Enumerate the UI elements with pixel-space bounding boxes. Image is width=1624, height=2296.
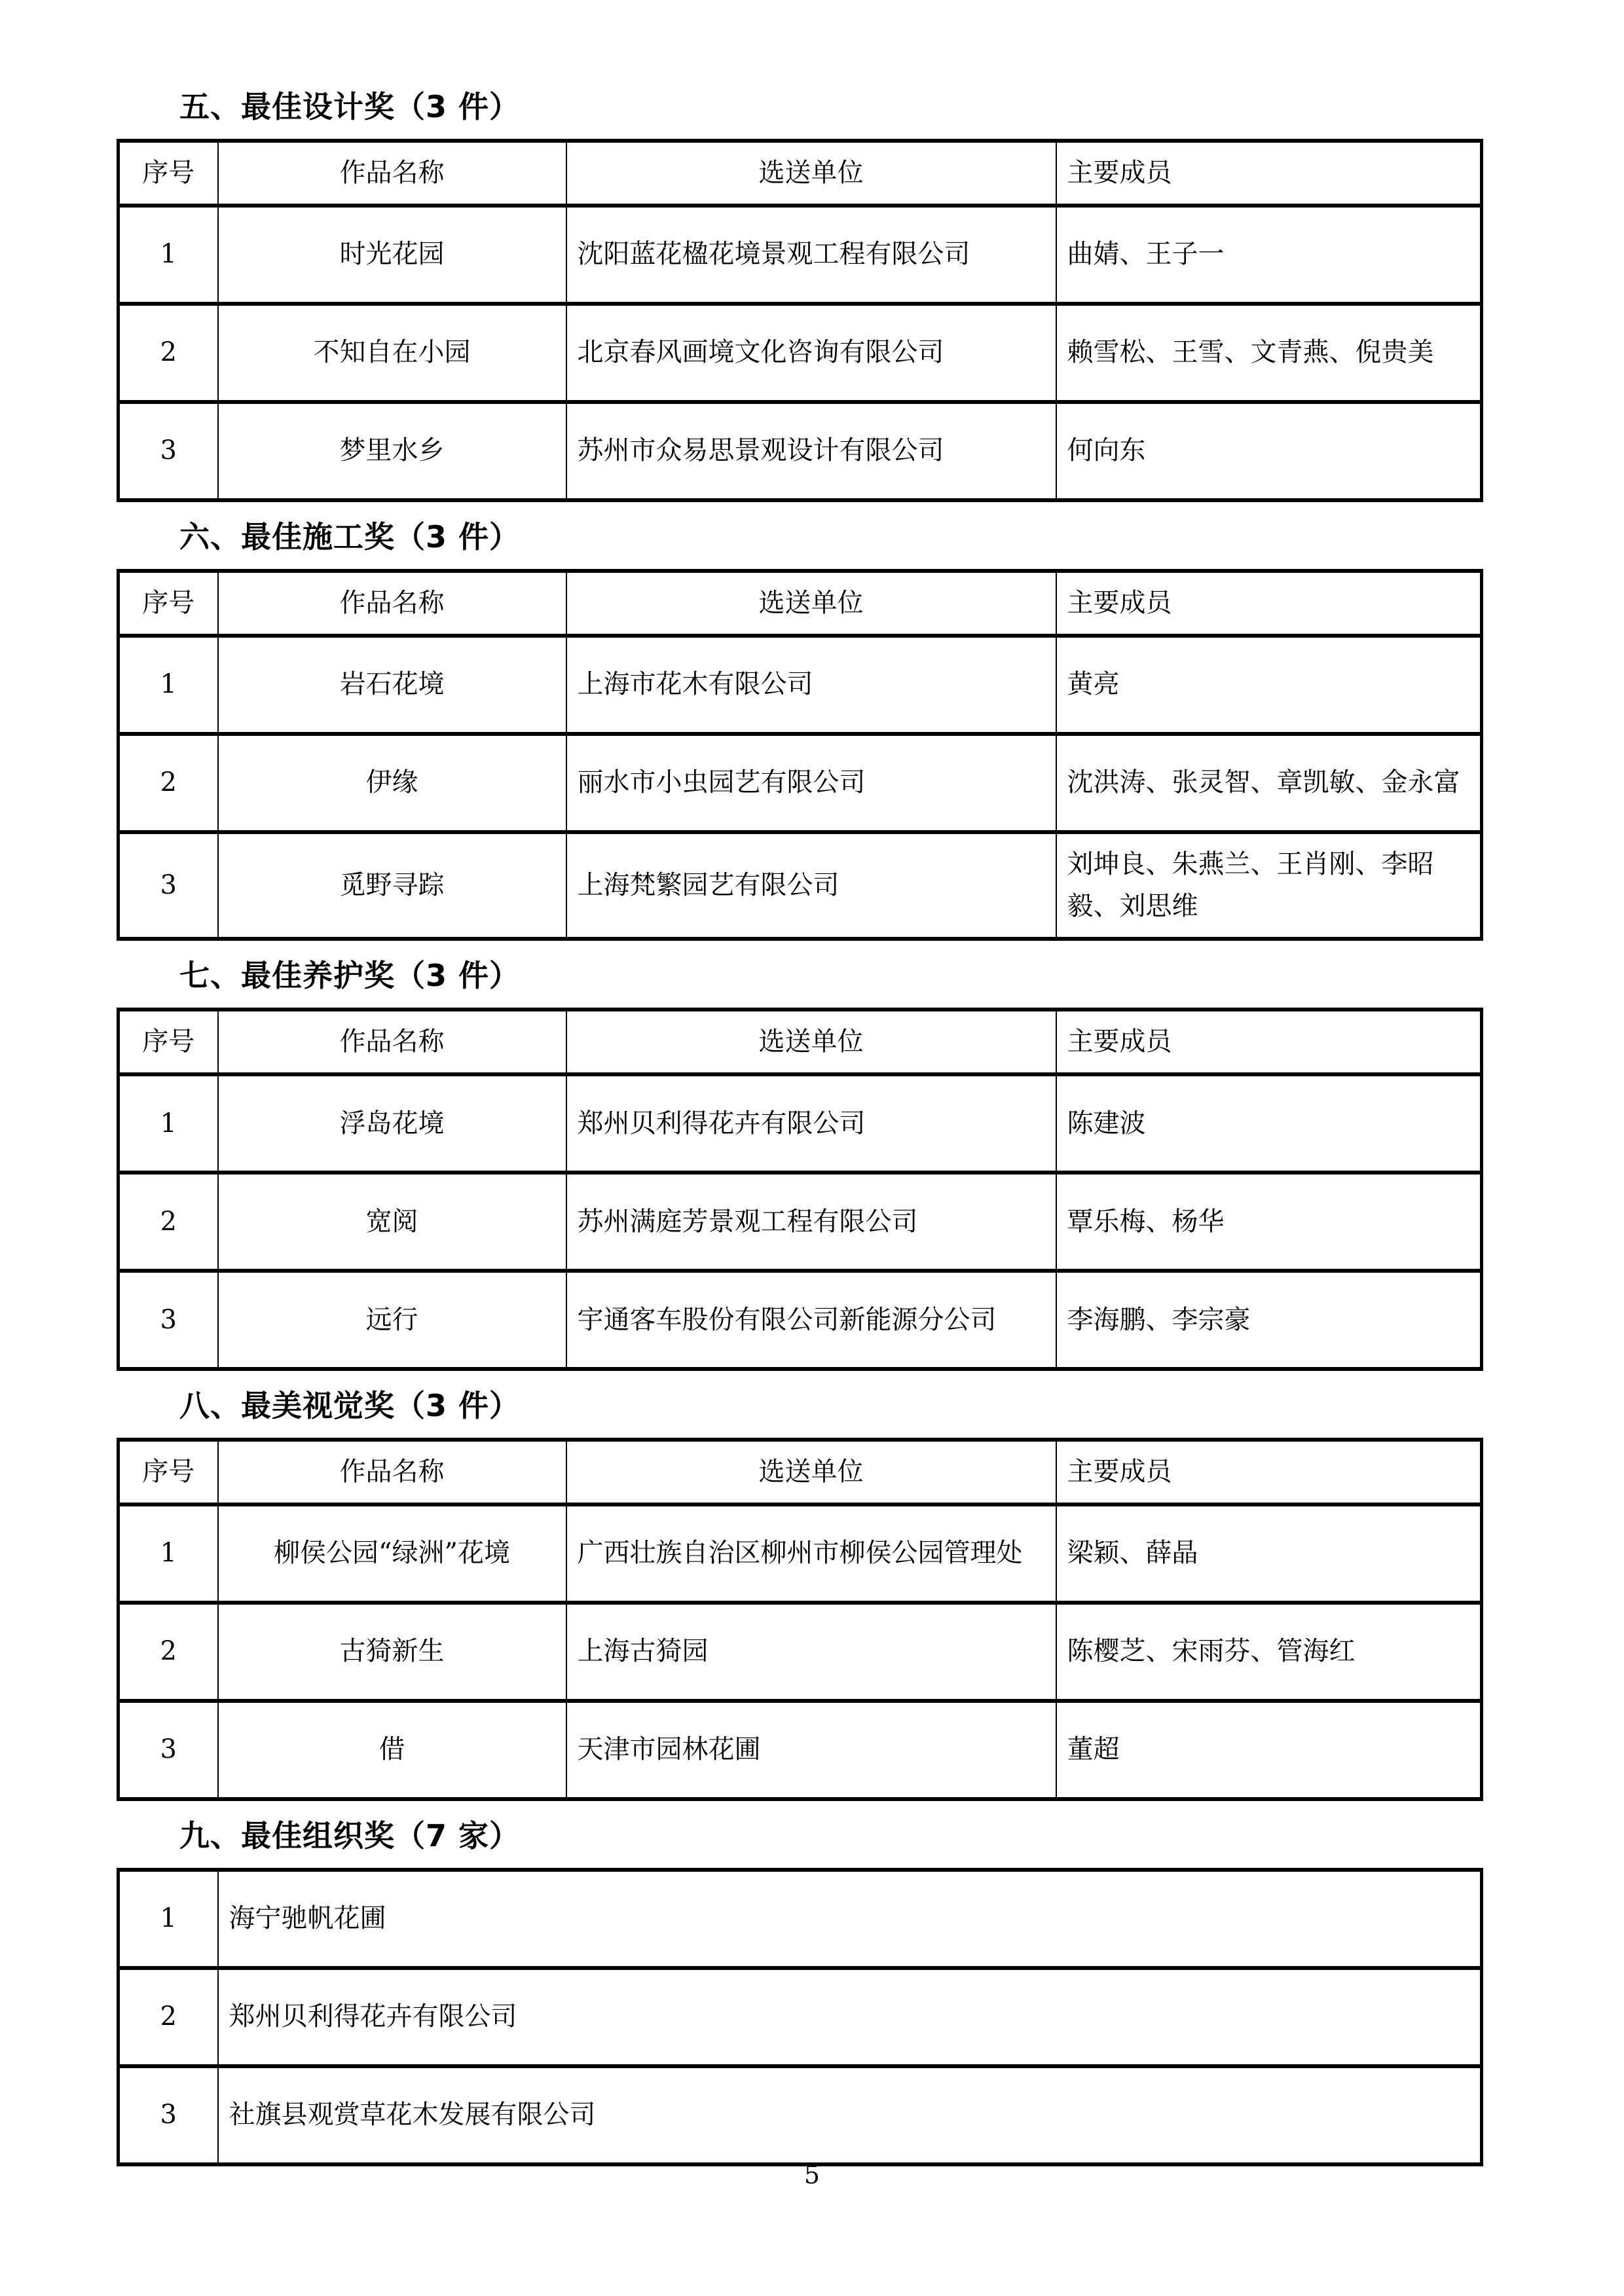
- table-row: [119, 1870, 1482, 1968]
- section-heading: 七、最佳养护奖（3 件）: [179, 958, 521, 994]
- cell-work-name: 宽阅: [218, 1173, 566, 1271]
- cell-index: 1: [119, 206, 218, 304]
- awards-table: [117, 569, 1483, 941]
- cell-index: 3: [119, 1701, 218, 1799]
- cell-index: 2: [119, 304, 218, 402]
- table-row: [119, 1173, 1482, 1271]
- cell-organization: 社旗县观赏草花木发展有限公司: [218, 2066, 1482, 2164]
- table-row: [119, 1701, 1482, 1799]
- cell-members: 刘坤良、朱燕兰、王肖刚、李昭毅、刘思维: [1056, 832, 1482, 939]
- cell-unit: 北京春风画境文化咨询有限公司: [566, 304, 1056, 402]
- cell-index: 1: [119, 1870, 218, 1968]
- page-number: 5: [803, 2160, 821, 2189]
- cell-members: 何向东: [1056, 402, 1482, 500]
- cell-unit: 广西壮族自治区柳州市柳侯公园管理处: [566, 1504, 1056, 1603]
- page-content: [117, 72, 1480, 2166]
- section-heading: 五、最佳设计奖（3 件）: [179, 89, 521, 124]
- cell-work-name: 浮岛花境: [218, 1074, 566, 1173]
- awards-table: [117, 1868, 1483, 2166]
- table-row: [119, 832, 1482, 939]
- awards-table: [117, 139, 1483, 502]
- cell-index: 1: [119, 1504, 218, 1603]
- section-heading: 八、最美视觉奖（3 件）: [179, 1387, 521, 1423]
- cell-index: 3: [119, 1271, 218, 1369]
- cell-work-name: 觅野寻踪: [218, 832, 566, 939]
- cell-work-name: 时光花园: [218, 206, 566, 304]
- cell-work-name: 古猗新生: [218, 1603, 566, 1701]
- cell-index: 2: [119, 1603, 218, 1701]
- column-header-members: 主要成员: [1056, 1010, 1482, 1074]
- column-header-index: 序号: [119, 141, 218, 206]
- cell-index: 2: [119, 734, 218, 832]
- cell-index: 1: [119, 1074, 218, 1173]
- cell-unit: 丽水市小虫园艺有限公司: [566, 734, 1056, 832]
- award-section: [117, 72, 1480, 502]
- column-header-work-name: 作品名称: [218, 1440, 566, 1504]
- column-header-unit: 选送单位: [566, 1440, 1056, 1504]
- cell-members: 赖雪松、王雪、文青燕、倪贵美: [1056, 304, 1482, 402]
- cell-organization: 郑州贝利得花卉有限公司: [218, 1968, 1482, 2066]
- table-row: [119, 206, 1482, 304]
- cell-work-name: 不知自在小园: [218, 304, 566, 402]
- table-row: [119, 1074, 1482, 1173]
- cell-organization: 海宁驰帆花圃: [218, 1870, 1482, 1968]
- column-header-work-name: 作品名称: [218, 571, 566, 636]
- cell-index: 3: [119, 2066, 218, 2164]
- cell-index: 2: [119, 1173, 218, 1271]
- table-row: [119, 402, 1482, 500]
- table-row: [119, 1504, 1482, 1603]
- cell-unit: 沈阳蓝花楹花境景观工程有限公司: [566, 206, 1056, 304]
- awards-table: [117, 1438, 1483, 1801]
- table-header-row: [119, 1440, 1482, 1504]
- cell-index: 3: [119, 832, 218, 939]
- column-header-members: 主要成员: [1056, 571, 1482, 636]
- cell-index: 3: [119, 402, 218, 500]
- cell-unit: 郑州贝利得花卉有限公司: [566, 1074, 1056, 1173]
- cell-members: 董超: [1056, 1701, 1482, 1799]
- table-header-row: [119, 141, 1482, 206]
- cell-unit: 苏州满庭芳景观工程有限公司: [566, 1173, 1056, 1271]
- table-row: [119, 1603, 1482, 1701]
- table-header-row: [119, 571, 1482, 636]
- table-row: [119, 734, 1482, 832]
- cell-members: 李海鹏、李宗豪: [1056, 1271, 1482, 1369]
- section-heading: 六、最佳施工奖（3 件）: [179, 519, 521, 555]
- cell-unit: 苏州市众易思景观设计有限公司: [566, 402, 1056, 500]
- table-row: [119, 1968, 1482, 2066]
- cell-work-name: 借: [218, 1701, 566, 1799]
- cell-unit: 天津市园林花圃: [566, 1701, 1056, 1799]
- cell-members: 梁颖、薛晶: [1056, 1504, 1482, 1603]
- column-header-unit: 选送单位: [566, 571, 1056, 636]
- cell-unit: 上海市花木有限公司: [566, 636, 1056, 734]
- column-header-unit: 选送单位: [566, 1010, 1056, 1074]
- cell-members: 黄亮: [1056, 636, 1482, 734]
- cell-work-name: 岩石花境: [218, 636, 566, 734]
- cell-index: 1: [119, 636, 218, 734]
- column-header-work-name: 作品名称: [218, 1010, 566, 1074]
- award-section: [117, 502, 1480, 941]
- table-row: [119, 1271, 1482, 1369]
- column-header-work-name: 作品名称: [218, 141, 566, 206]
- cell-members: 覃乐梅、杨华: [1056, 1173, 1482, 1271]
- cell-work-name: 远行: [218, 1271, 566, 1369]
- cell-unit: 上海古猗园: [566, 1603, 1056, 1701]
- column-header-members: 主要成员: [1056, 1440, 1482, 1504]
- table-row: [119, 2066, 1482, 2164]
- cell-index: 2: [119, 1968, 218, 2066]
- column-header-members: 主要成员: [1056, 141, 1482, 206]
- cell-work-name: 伊缘: [218, 734, 566, 832]
- award-section: [117, 1371, 1480, 1801]
- column-header-index: 序号: [119, 1010, 218, 1074]
- column-header-index: 序号: [119, 571, 218, 636]
- awards-table: [117, 1008, 1483, 1371]
- cell-members: 陈建波: [1056, 1074, 1482, 1173]
- column-header-index: 序号: [119, 1440, 218, 1504]
- table-header-row: [119, 1010, 1482, 1074]
- cell-work-name: 柳侯公园“绿洲”花境: [218, 1504, 566, 1603]
- section-heading: 九、最佳组织奖（7 家）: [179, 1817, 521, 1853]
- cell-unit: 宇通客车股份有限公司新能源分公司: [566, 1271, 1056, 1369]
- award-section: [117, 941, 1480, 1371]
- table-row: [119, 304, 1482, 402]
- cell-work-name: 梦里水乡: [218, 402, 566, 500]
- cell-members: 陈樱芝、宋雨芬、管海红: [1056, 1603, 1482, 1701]
- column-header-unit: 选送单位: [566, 141, 1056, 206]
- cell-unit: 上海梵繁园艺有限公司: [566, 832, 1056, 939]
- cell-members: 沈洪涛、张灵智、章凯敏、金永富: [1056, 734, 1482, 832]
- award-section: [117, 1801, 1480, 2166]
- table-row: [119, 636, 1482, 734]
- cell-members: 曲婧、王子一: [1056, 206, 1482, 304]
